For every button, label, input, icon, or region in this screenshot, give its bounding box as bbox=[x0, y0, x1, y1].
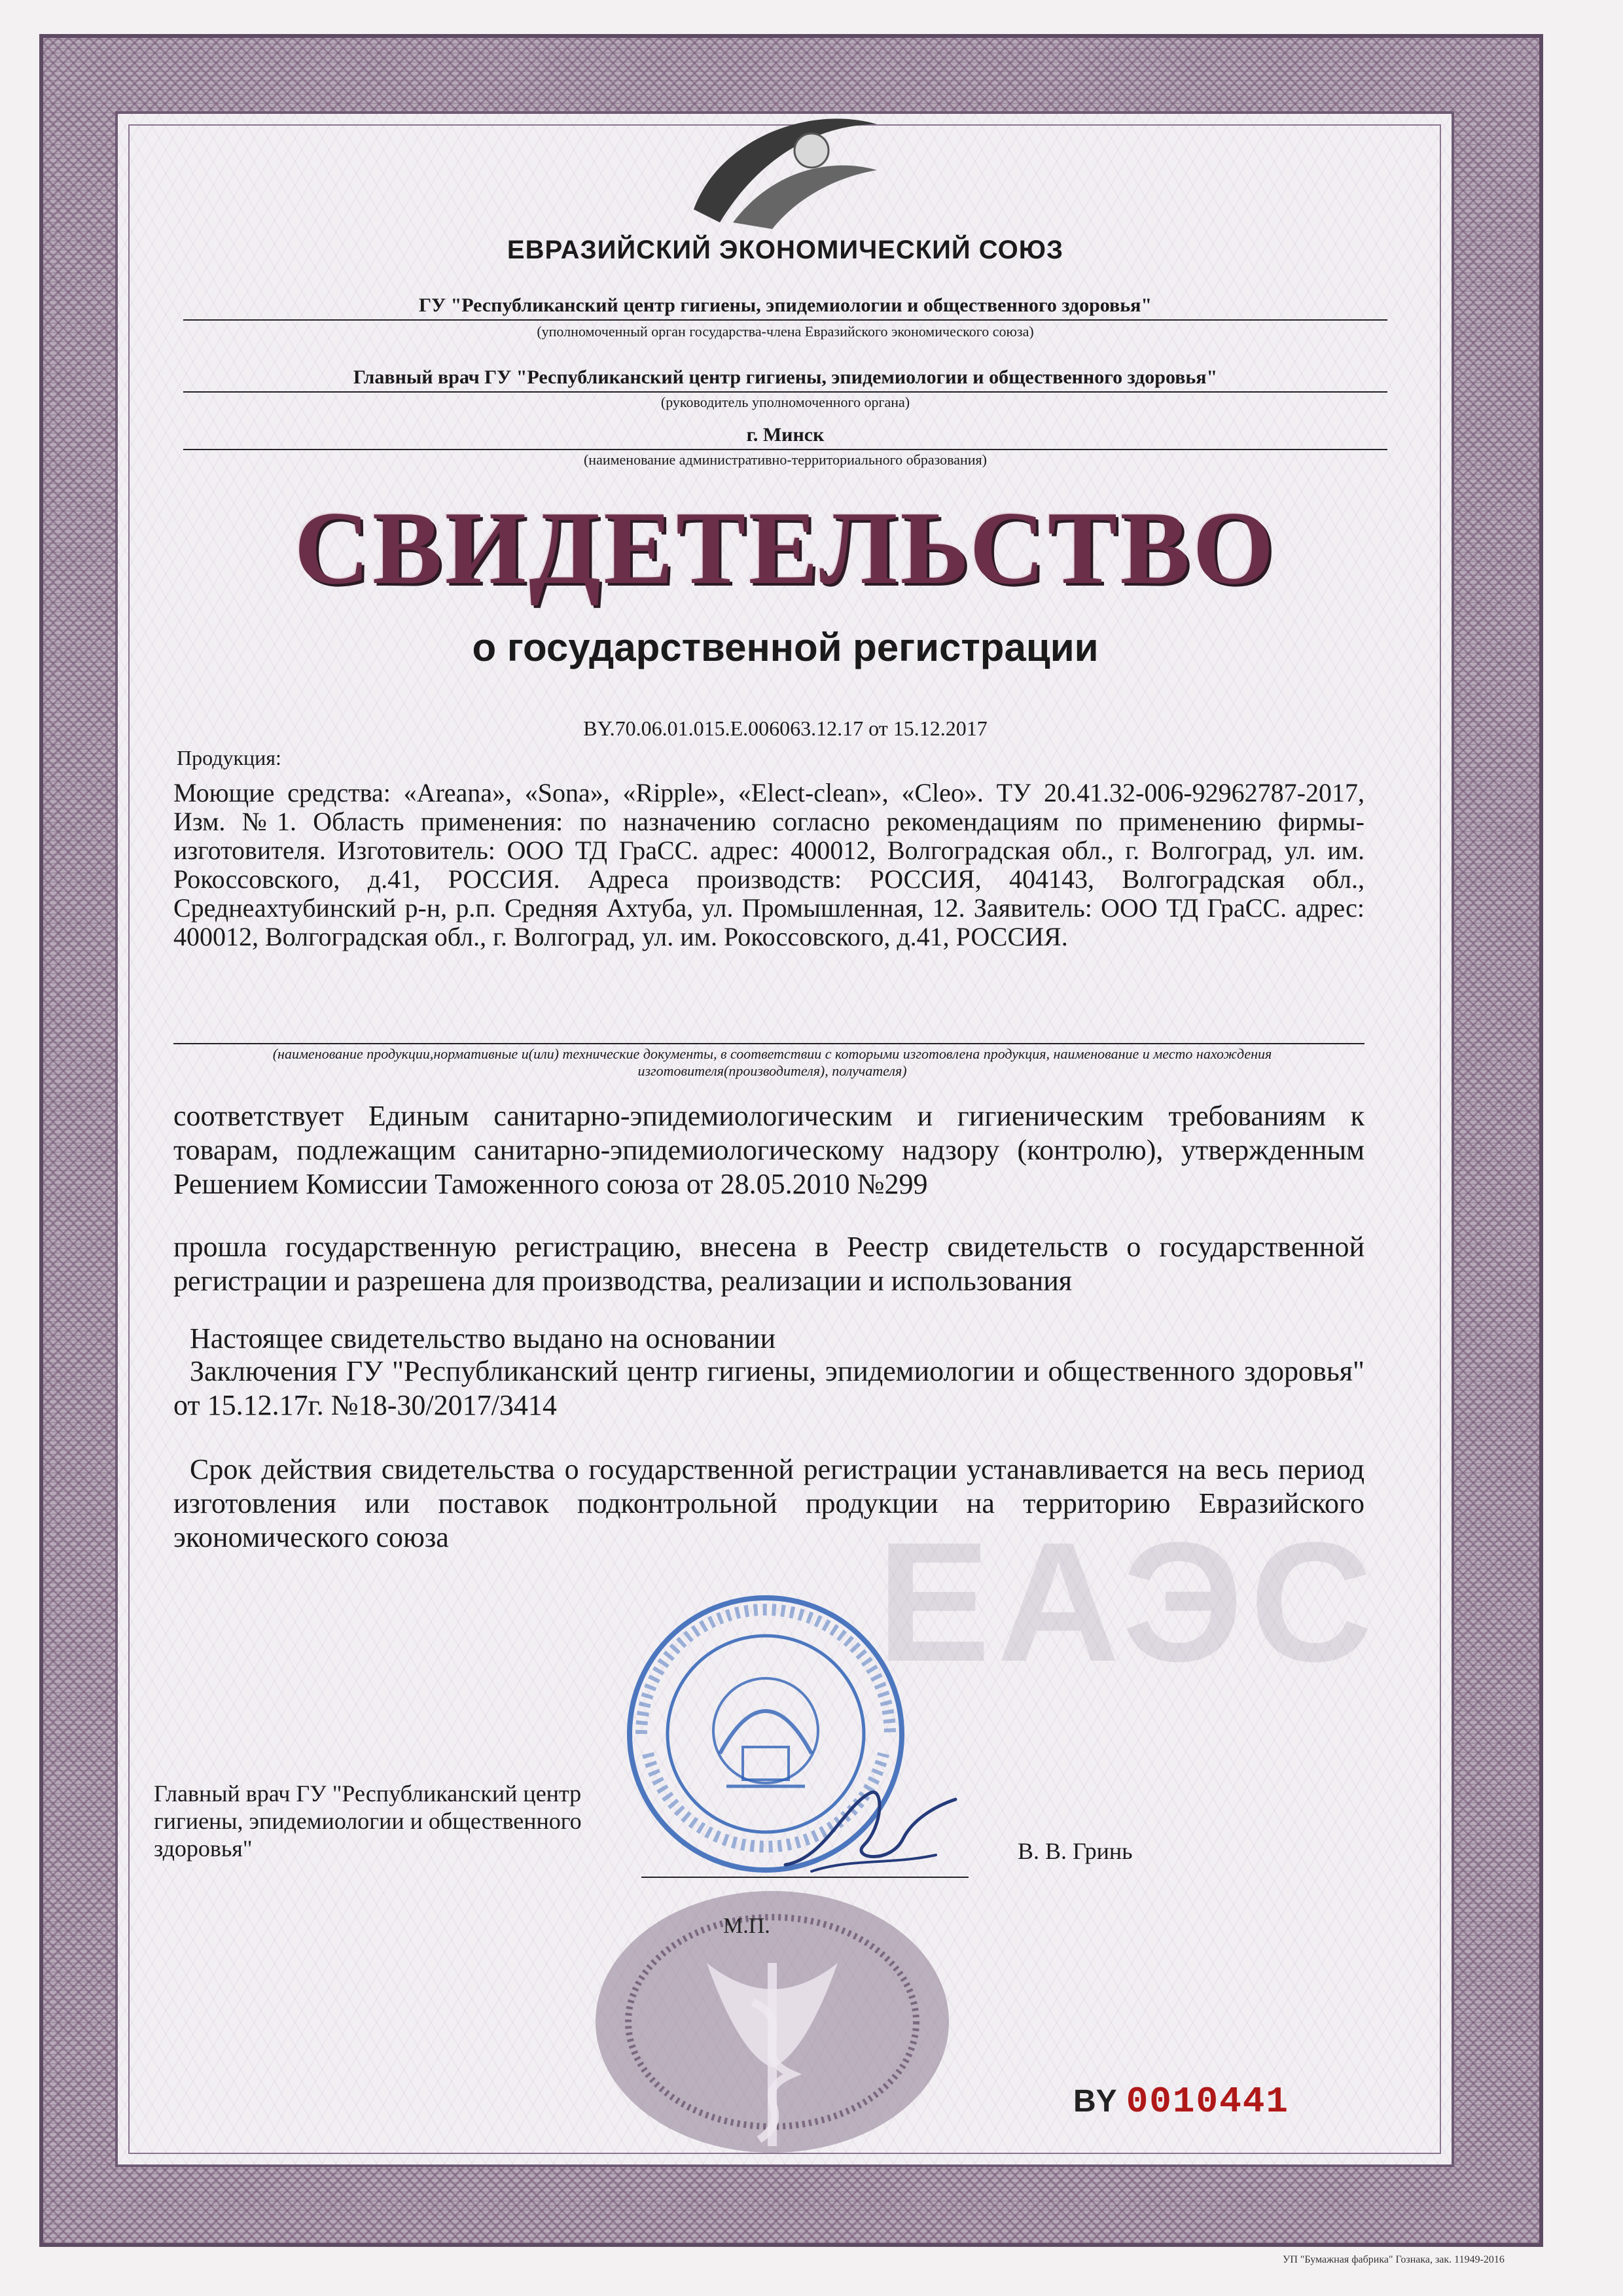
conformity-text: соответствует Единым санитарно-эпидемиологическим и гигиеническим требованиям к товарам, подлежащим санитарно-эпидемиологическому надзору (контролю), утвержденным Решением Комиссии Таможенного союза от 28.05.2010 №299 bbox=[173, 1100, 1364, 1200]
authority-rule bbox=[183, 319, 1387, 321]
signature-rule bbox=[641, 1877, 969, 1878]
product-label: Продукция: bbox=[177, 746, 281, 769]
authority-name: ГУ "Республиканский центр гигиены, эпидемиологии и общественного здоровья" bbox=[418, 294, 1152, 316]
signer-position: Главный врач ГУ "Республиканский центр гигиены, эпидемиологии и общественного здоровья" bbox=[154, 1780, 582, 1862]
signer-name: В. В. Гринь bbox=[1018, 1838, 1133, 1864]
head-caption: (руководитель уполномоченного органа) bbox=[660, 394, 910, 410]
product-text: Моющие средства: «Areana», «Sona», «Ripple», «Elect-clean», «Cleo». ТУ 20.41.32-006-92962787-2017, Изм. №1. Область применения: по назначению согласно рекомендациям по применению фирмы-изготовителя. Изготовитель: ООО ТД ГраСС. адрес: 400012, Волгоградская обл., г. Волгоград, ул. им. Рокоссовского, д.41, РОССИЯ. Адреса производств: РОССИЯ, 404143, Волгоградская обл., Среднеахтубинский р-н, р.п. Средняя Ахтуба, ул. Промышленная, 12. Заявитель: ООО ТД ГраСС. адрес: 400012, Волгоградская обл., г. Волгоград, ул. им. Рокоссовского, д.41, РОССИЯ. bbox=[173, 778, 1364, 951]
union-name: ЕВРАЗИЙСКИЙ ЭКОНОМИЧЕСКИЙ СОЮЗ bbox=[507, 236, 1064, 264]
document-title: СВИДЕТЕЛЬСТВО bbox=[294, 489, 1277, 606]
authority-head: Главный врач ГУ "Республиканский центр гигиены, эпидемиологии и общественного здоровья" bbox=[353, 366, 1218, 388]
product-rule bbox=[173, 1043, 1364, 1044]
city: г. Минск bbox=[746, 424, 825, 446]
serial-number-block bbox=[1073, 2081, 1289, 2123]
signature-icon bbox=[772, 1767, 969, 1884]
hologram-seal-icon bbox=[589, 1884, 955, 2159]
document-subtitle: о государственной регистрации bbox=[472, 626, 1099, 669]
serial-number: 0010441 bbox=[1126, 2081, 1289, 2123]
basis-text: Настоящее свидетельство выдано на основании bbox=[190, 1322, 776, 1354]
watermark-eaes: ЕАЭС bbox=[877, 1508, 1380, 1697]
mp-label: М.П. bbox=[723, 1914, 770, 1938]
serial-prefix: BY bbox=[1073, 2084, 1117, 2119]
registration-number: BY.70.06.01.015.E.006063.12.17 от 15.12.2017 bbox=[583, 716, 988, 740]
city-rule bbox=[183, 449, 1387, 450]
printer-note: УП "Бумажная фабрика" Гознака, зак. 11949-2016 bbox=[1283, 2254, 1505, 2265]
validity-text: Срок действия свидетельства о государственной регистрации устанавливается на весь период изготовления или поставок подконтрольной продукции на территорию Евразийского экономического союза bbox=[173, 1453, 1364, 1553]
conclusion-text: Заключения ГУ "Республиканский центр гигиены, эпидемиологии и общественного здоровья" от 15.12.17г. №18-30/2017/3414 bbox=[173, 1355, 1364, 1421]
registration-text: прошла государственную регистрацию, внесена в Реестр свидетельств о государственной регистрации и разрешена для производства, реализации и использования bbox=[173, 1231, 1364, 1297]
authority-caption: (уполномоченный орган государства-члена Евразийского экономического союза) bbox=[537, 323, 1034, 340]
city-caption: (наименование административно-территориального образования) bbox=[583, 451, 988, 468]
head-rule bbox=[183, 391, 1387, 393]
product-caption: (наименование продукции,нормативные и(или) технические документы, в соответствии с которыми изготовлена продукция, наименование и место нахождения изготовителя(производителя), получателя) bbox=[272, 1046, 1272, 1079]
eaeu-logo-icon bbox=[681, 98, 890, 229]
